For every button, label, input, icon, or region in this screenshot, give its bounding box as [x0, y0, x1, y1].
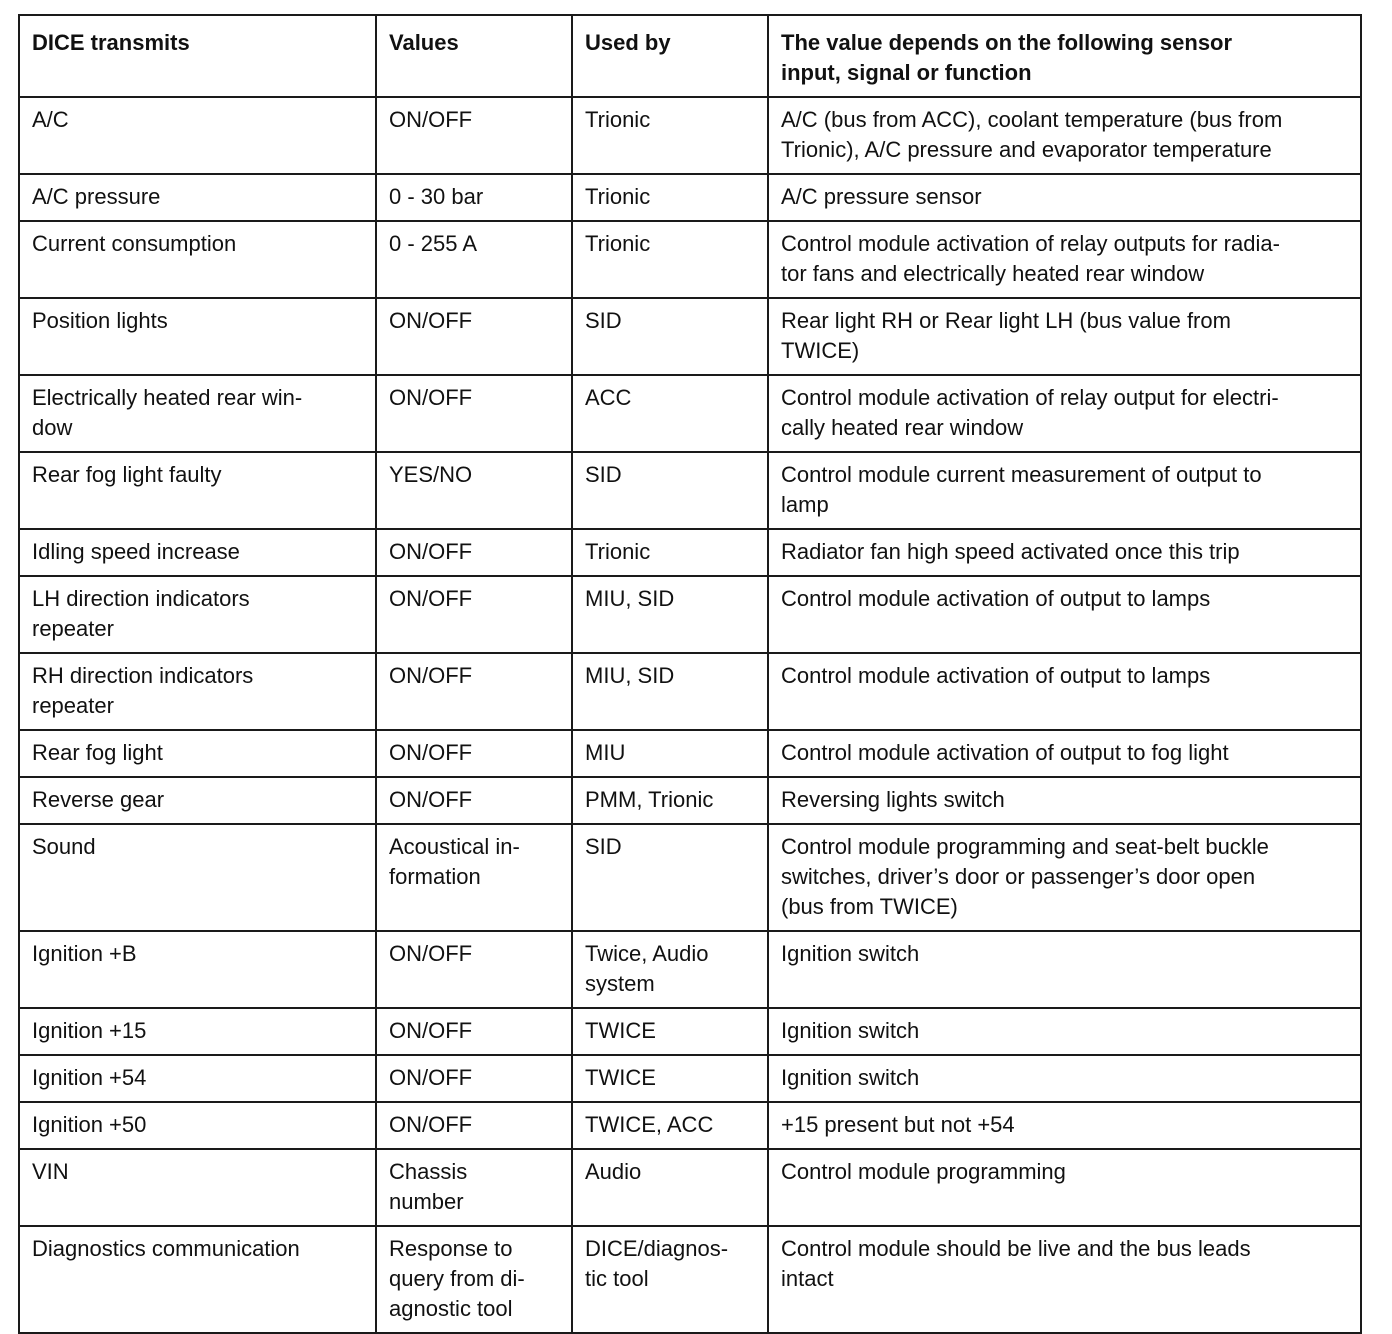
used-by-cell: SID	[572, 824, 768, 931]
depends-on-cell: Radiator fan high speed activated once this trip	[768, 529, 1361, 576]
table-row	[19, 452, 1361, 529]
depends-on-cell: Control module activation of output to fog light	[768, 730, 1361, 777]
depends-on-cell: Reversing lights switch	[768, 777, 1361, 824]
depends-on-cell: Control module should be live and the bus leads intact	[768, 1226, 1361, 1333]
depends-on-cell: Ignition switch	[768, 1008, 1361, 1055]
table-row	[19, 1102, 1361, 1149]
signal-cell: Position lights	[19, 298, 376, 375]
depends-on-cell: Ignition switch	[768, 931, 1361, 1008]
used-by-cell: SID	[572, 452, 768, 529]
used-by-cell: MIU, SID	[572, 576, 768, 653]
table-row	[19, 1149, 1361, 1226]
value-cell: ON/OFF	[376, 1055, 572, 1102]
used-by-cell: TWICE, ACC	[572, 1102, 768, 1149]
table-row	[19, 653, 1361, 730]
table-row	[19, 174, 1361, 221]
signal-cell: RH direction indicators repeater	[19, 653, 376, 730]
depends-on-cell: Control module current measurement of output to lamp	[768, 452, 1361, 529]
header-values: Values	[376, 15, 572, 97]
depends-on-cell: A/C pressure sensor	[768, 174, 1361, 221]
value-cell: ON/OFF	[376, 97, 572, 174]
value-cell: Acoustical in- formation	[376, 824, 572, 931]
signal-cell: Rear fog light	[19, 730, 376, 777]
table-row	[19, 529, 1361, 576]
depends-on-cell: Control module programming	[768, 1149, 1361, 1226]
signal-cell: LH direction indicators repeater	[19, 576, 376, 653]
used-by-cell: MIU	[572, 730, 768, 777]
signal-cell: Sound	[19, 824, 376, 931]
depends-on-cell: Control module activation of output to lamps	[768, 576, 1361, 653]
value-cell: ON/OFF	[376, 730, 572, 777]
value-cell: ON/OFF	[376, 529, 572, 576]
header-depends-on: The value depends on the following sensor input, signal or function	[768, 15, 1361, 97]
signal-cell: Electrically heated rear win- dow	[19, 375, 376, 452]
signal-cell: Ignition +B	[19, 931, 376, 1008]
signal-cell: A/C pressure	[19, 174, 376, 221]
signal-cell: Diagnostics communication	[19, 1226, 376, 1333]
depends-on-cell: Control module activation of relay output for electri- cally heated rear window	[768, 375, 1361, 452]
document-page	[18, 14, 1360, 1334]
used-by-cell: PMM, Trionic	[572, 777, 768, 824]
value-cell: Chassis number	[376, 1149, 572, 1226]
signal-cell: A/C	[19, 97, 376, 174]
table-row	[19, 1226, 1361, 1333]
table-body	[19, 97, 1361, 1333]
used-by-cell: Trionic	[572, 221, 768, 298]
signal-cell: VIN	[19, 1149, 376, 1226]
table-row	[19, 375, 1361, 452]
used-by-cell: TWICE	[572, 1055, 768, 1102]
value-cell: Response to query from di- agnostic tool	[376, 1226, 572, 1333]
value-cell: ON/OFF	[376, 375, 572, 452]
table-row	[19, 931, 1361, 1008]
used-by-cell: Trionic	[572, 97, 768, 174]
value-cell: 0 - 255 A	[376, 221, 572, 298]
signal-cell: Rear fog light faulty	[19, 452, 376, 529]
value-cell: ON/OFF	[376, 653, 572, 730]
table-row	[19, 97, 1361, 174]
value-cell: ON/OFF	[376, 931, 572, 1008]
value-cell: ON/OFF	[376, 1008, 572, 1055]
table-row	[19, 298, 1361, 375]
depends-on-cell: +15 present but not +54	[768, 1102, 1361, 1149]
used-by-cell: SID	[572, 298, 768, 375]
signal-cell: Ignition +54	[19, 1055, 376, 1102]
used-by-cell: MIU, SID	[572, 653, 768, 730]
value-cell: ON/OFF	[376, 576, 572, 653]
used-by-cell: TWICE	[572, 1008, 768, 1055]
used-by-cell: Trionic	[572, 174, 768, 221]
signal-cell: Current consumption	[19, 221, 376, 298]
depends-on-cell: Ignition switch	[768, 1055, 1361, 1102]
header-used-by: Used by	[572, 15, 768, 97]
value-cell: 0 - 30 bar	[376, 174, 572, 221]
table-row	[19, 576, 1361, 653]
used-by-cell: Twice, Audio system	[572, 931, 768, 1008]
table-row	[19, 777, 1361, 824]
signal-cell: Idling speed increase	[19, 529, 376, 576]
depends-on-cell: Control module programming and seat-belt buckle switches, driver’s door or passenger’s door open (bus from TWICE)	[768, 824, 1361, 931]
used-by-cell: DICE/diagnos- tic tool	[572, 1226, 768, 1333]
signal-cell: Reverse gear	[19, 777, 376, 824]
used-by-cell: Trionic	[572, 529, 768, 576]
table-row	[19, 824, 1361, 931]
value-cell: ON/OFF	[376, 298, 572, 375]
table-row	[19, 1008, 1361, 1055]
depends-on-cell: Rear light RH or Rear light LH (bus value from TWICE)	[768, 298, 1361, 375]
depends-on-cell: Control module activation of relay outputs for radia- tor fans and electrically heated rear window	[768, 221, 1361, 298]
table-row	[19, 1055, 1361, 1102]
header-dice-transmits: DICE transmits	[19, 15, 376, 97]
table-row	[19, 221, 1361, 298]
signal-cell: Ignition +50	[19, 1102, 376, 1149]
depends-on-cell: Control module activation of output to lamps	[768, 653, 1361, 730]
value-cell: YES/NO	[376, 452, 572, 529]
depends-on-cell: A/C (bus from ACC), coolant temperature (bus from Trionic), A/C pressure and evaporator temperature	[768, 97, 1361, 174]
table-row	[19, 730, 1361, 777]
value-cell: ON/OFF	[376, 777, 572, 824]
value-cell: ON/OFF	[376, 1102, 572, 1149]
used-by-cell: ACC	[572, 375, 768, 452]
used-by-cell: Audio	[572, 1149, 768, 1226]
signal-cell: Ignition +15	[19, 1008, 376, 1055]
table-header-row	[19, 15, 1361, 97]
dice-transmits-table	[18, 14, 1362, 1334]
